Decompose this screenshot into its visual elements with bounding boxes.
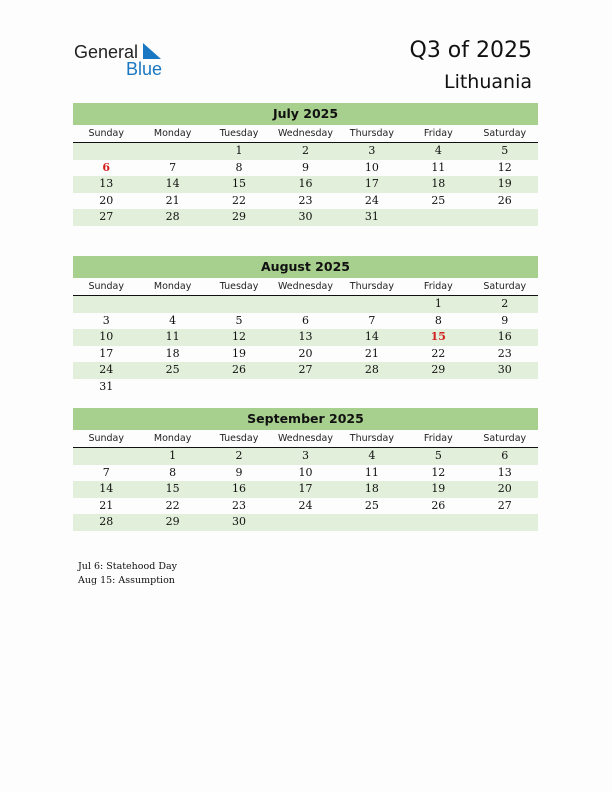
day-cell: 28 [364,363,379,376]
day-cell: 1 [169,449,177,462]
day-cell: 18 [165,346,180,360]
day-cell: 19 [497,177,512,190]
day-cell: 12 [497,160,512,174]
day-cell: 19 [232,346,247,360]
day-cell: 1 [434,297,442,310]
weekday-header-row [73,279,538,296]
day-cell: 1 [235,144,243,157]
weekday-header-row [73,431,538,448]
day-cell [139,379,205,396]
day-cell: 19 [431,482,446,495]
day-cell: 3 [368,144,376,157]
day-cell: 23 [497,346,512,360]
day-cell: 13 [298,330,313,343]
day-cell: 20 [497,482,512,495]
day-cell: 24 [364,193,379,207]
weekday-label: Thursday [349,281,394,292]
day-cell [405,379,471,396]
day-cell: 27 [298,363,313,376]
weekday-label: Tuesday [219,281,259,292]
weekday-label: Monday [153,281,192,292]
weekday-label: Wednesday [277,433,333,444]
day-cell: 6 [501,449,509,462]
day-cell: 5 [501,144,509,157]
day-cell: 11 [431,160,446,174]
day-cell: 21 [364,346,379,360]
day-cell: 30 [298,210,313,223]
brand-logo [74,42,184,78]
day-cell: 9 [235,465,243,479]
day-cell: 4 [434,144,442,157]
week-row [73,379,538,396]
day-cell: 27 [99,210,114,223]
week-row [73,481,538,498]
day-cell: 20 [298,346,313,360]
day-cell [339,379,405,396]
day-cell: 9 [301,160,309,174]
day-cell: 5 [434,449,442,462]
day-cell: 22 [431,346,446,360]
month-calendar-august [73,256,538,395]
week-row [73,329,538,346]
weekday-label: Saturday [483,128,527,139]
day-cell [272,296,338,313]
day-cell: 17 [99,346,114,360]
day-cell: 26 [431,498,446,512]
holiday-notes [78,560,177,587]
day-cell: 13 [99,177,114,190]
day-cell: 4 [169,313,177,327]
month-title: August 2025 [73,256,538,278]
day-cell: 14 [99,482,114,495]
week-row [73,193,538,210]
weekday-label: Thursday [349,128,394,139]
day-cell [472,379,538,396]
day-cell: 7 [169,160,177,174]
day-cell: 26 [232,363,247,376]
day-cell: 8 [235,160,243,174]
day-cell: 23 [298,193,313,207]
weekday-label: Thursday [349,433,394,444]
holiday-day-cell: 15 [430,330,446,343]
day-cell: 22 [165,498,180,512]
day-cell [472,514,538,531]
country-name: Lithuania [443,71,532,93]
day-cell [73,296,139,313]
day-cell: 14 [165,177,180,190]
day-cell [272,379,338,396]
weekday-label: Sunday [88,433,124,444]
day-cell: 9 [501,313,509,327]
day-cell [472,209,538,226]
day-cell: 5 [235,313,243,327]
day-cell: 12 [232,330,247,343]
day-cell: 29 [431,363,446,376]
month-calendar-september [73,408,538,531]
month-title: July 2025 [73,103,538,125]
day-cell: 20 [99,193,114,207]
weekday-label: Friday [423,433,453,444]
week-row [73,498,538,515]
day-cell [272,514,338,531]
day-cell: 3 [301,449,309,462]
weekday-label: Monday [153,433,192,444]
day-cell: 7 [102,465,110,479]
day-cell: 23 [232,498,247,512]
day-cell: 28 [165,210,180,223]
day-cell [73,143,139,160]
weekday-label: Wednesday [277,281,333,292]
day-cell: 22 [232,193,247,207]
day-cell: 14 [364,330,379,343]
day-cell: 21 [99,498,114,512]
day-cell [405,209,471,226]
day-cell: 24 [298,498,313,512]
day-cell: 2 [501,297,509,310]
day-cell: 10 [99,330,114,343]
day-cell [339,296,405,313]
week-row [73,346,538,363]
week-row [73,143,538,160]
day-cell [206,379,272,396]
week-row [73,176,538,193]
day-cell [206,296,272,313]
weekday-label: Saturday [483,433,527,444]
weekday-header-row [73,126,538,143]
day-cell: 27 [497,498,512,512]
day-cell [139,143,205,160]
day-cell [339,514,405,531]
day-cell: 16 [497,330,512,343]
holiday-note: Jul 6: Statehood Day [78,561,177,572]
day-cell: 12 [431,465,446,479]
week-row [73,362,538,379]
brand-word-blue: Blue [126,59,163,79]
weekday-label: Sunday [88,128,124,139]
day-cell: 4 [368,449,376,462]
weekday-label: Tuesday [219,433,259,444]
day-cell: 2 [301,144,309,157]
day-cell: 11 [364,465,379,479]
day-cell: 8 [169,465,177,479]
weekday-label: Wednesday [277,128,333,139]
week-row [73,160,538,177]
day-cell: 15 [232,177,247,190]
weekday-label: Monday [153,128,192,139]
day-cell: 3 [102,313,110,327]
day-cell: 8 [434,313,442,327]
day-cell [405,514,471,531]
week-row [73,313,538,330]
day-cell: 25 [165,363,180,376]
day-cell [139,296,205,313]
day-cell: 25 [364,498,379,512]
day-cell: 30 [232,515,247,528]
day-cell: 21 [165,193,180,207]
holiday-day-cell: 6 [102,160,111,174]
weekday-label: Friday [423,281,453,292]
week-row [73,448,538,465]
holiday-note: Aug 15: Assumption [78,574,175,586]
day-cell: 28 [99,515,114,528]
day-cell: 10 [364,160,379,174]
day-cell: 11 [165,330,180,343]
day-cell: 29 [232,210,247,223]
day-cell: 10 [298,465,313,479]
day-cell: 7 [368,313,376,327]
day-cell: 13 [497,465,512,479]
day-cell: 17 [298,482,313,495]
day-cell: 18 [431,177,446,190]
day-cell: 31 [99,379,114,393]
day-cell: 31 [364,210,379,223]
day-cell: 29 [165,515,180,528]
day-cell: 24 [99,363,114,376]
brand-word-general: General [74,42,139,62]
day-cell: 16 [298,177,313,190]
day-cell: 17 [364,177,379,190]
day-cell: 2 [235,449,243,462]
day-cell [73,448,139,465]
day-cell: 16 [232,482,247,495]
day-cell: 25 [431,193,446,207]
month-calendar-july [73,103,538,226]
weekday-label: Tuesday [219,128,259,139]
week-row [73,296,538,313]
weekday-label: Sunday [88,281,124,292]
day-cell: 30 [497,363,512,376]
weekday-label: Saturday [483,281,527,292]
week-row [73,465,538,482]
day-cell: 18 [364,482,379,495]
month-title: September 2025 [73,408,538,430]
page-title: Q3 of 2025 [409,38,532,63]
day-cell: 6 [301,313,309,327]
day-cell: 15 [165,482,180,495]
week-row [73,514,538,531]
weekday-label: Friday [423,128,453,139]
week-row [73,209,538,226]
day-cell: 26 [497,193,512,207]
